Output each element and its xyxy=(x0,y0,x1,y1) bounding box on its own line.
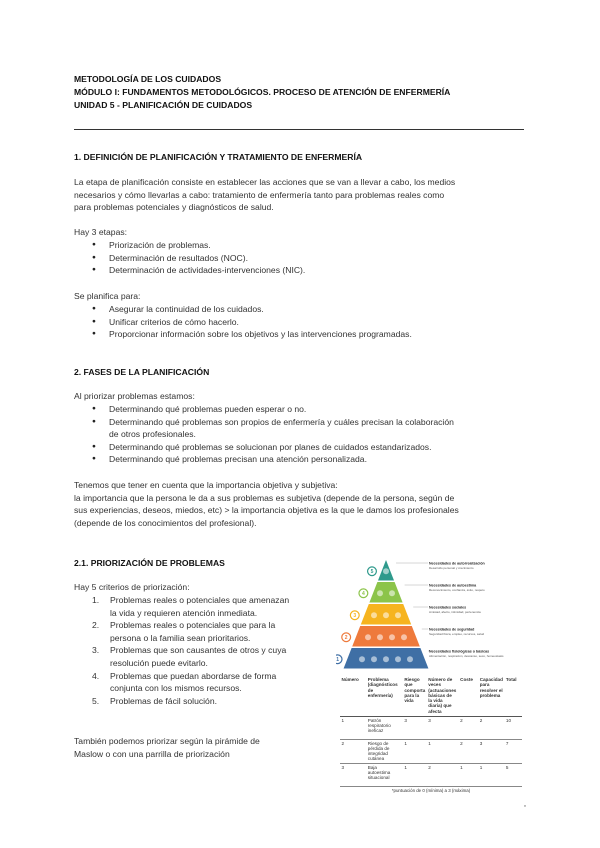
section-1-heading: 1. DEFINICIÓN DE PLANIFICACIÓN Y TRATAMIENTO DE ENFERMERÍA xyxy=(74,152,363,162)
list-item: ● Unificar criterios de cómo hacerlo. xyxy=(92,316,412,329)
level-title: Necesidades de seguridad xyxy=(429,627,475,632)
list-item xyxy=(92,670,328,695)
list-item xyxy=(92,453,454,466)
table-cell: Baja autoestima situacional xyxy=(366,763,403,786)
level-tag-number: 4 xyxy=(361,591,365,598)
level-icon xyxy=(365,634,371,640)
level-description: Amistad, afecto, intimidad, pertenencia xyxy=(429,610,481,614)
list-item-text: Problemas reales o potenciales que para la xyxy=(110,620,276,631)
level-description: Desarrollo personal y crecimiento xyxy=(429,566,474,570)
table-cell: Riesgo de pérdida de integridad cutánea xyxy=(366,739,403,763)
level-icon xyxy=(383,656,389,662)
list-number: 4. xyxy=(92,670,100,681)
level-title: Necesidades de autorrealización xyxy=(429,561,485,566)
list-item: ● Asegurar la continuidad de los cuidados. xyxy=(92,303,412,316)
table-cell: 7 xyxy=(504,739,522,763)
table-header-row xyxy=(340,676,522,716)
table-footnote-row xyxy=(340,786,522,794)
table-cell: 3 xyxy=(427,716,459,739)
table-row xyxy=(340,763,522,786)
list-item xyxy=(92,695,328,708)
header-cell: Coste xyxy=(459,676,479,716)
table-footnote: *puntuación de 0 (mínima) a 3 (máxima) xyxy=(391,787,471,793)
header-cell: Total xyxy=(504,676,522,716)
table-cell: 1 xyxy=(459,763,479,786)
list-number: 5. xyxy=(92,695,100,706)
section-2-1-heading: 2.1. PRIORIZACIÓN DE PROBLEMAS xyxy=(74,558,225,568)
list-item-text: conjunta con los mismos recursos. xyxy=(110,683,242,694)
table-cell: 1 xyxy=(403,739,427,763)
table-cell: 1 xyxy=(478,763,504,786)
list-item xyxy=(92,594,328,619)
section-2-heading: 2. FASES DE LA PLANIFICACIÓN xyxy=(74,367,210,377)
section-2-paragraph xyxy=(74,479,459,529)
pyramid-level xyxy=(369,582,402,603)
table-cell: 2 xyxy=(459,739,479,763)
table-cell: 1 xyxy=(340,716,366,739)
priority-grid-table xyxy=(340,676,522,794)
level-icon xyxy=(377,590,383,596)
header-cell: Capacidad para resolver el problema xyxy=(478,676,504,716)
list-item-text: la vida y requieren atención inmediata. xyxy=(110,607,258,618)
level-tag-number: 3 xyxy=(353,613,357,620)
level-icon xyxy=(359,656,365,662)
section-2-intro: Al priorizar problemas estamos: xyxy=(74,391,195,401)
table-cell: 1 xyxy=(403,763,427,786)
level-title: Necesidades de autoestima xyxy=(429,583,477,588)
paragraph-line: También podemos priorizar según la pirámide de xyxy=(74,736,260,746)
list-item-text: Determinando qué problemas son propios de enfermería y cuáles precisan la colaboración xyxy=(109,416,454,427)
list-item: ● Determinación de actividades-intervenciones (NIC). xyxy=(92,264,305,277)
list-number: 2. xyxy=(92,620,100,631)
list-item-text: Determinando qué problemas pueden esperar o no. xyxy=(109,404,307,414)
list-item-text: persona o la familia sean prioritarios. xyxy=(110,632,251,643)
criteria-list xyxy=(92,594,328,707)
table-row xyxy=(340,716,522,739)
level-icon xyxy=(389,634,395,640)
list-item xyxy=(92,441,454,454)
level-icon xyxy=(401,634,407,640)
list-item-text: Determinando qué problemas se solucionan por planes de cuidados estandarizados. xyxy=(109,441,432,452)
pyramid-level xyxy=(352,626,420,647)
table-cell: 2 xyxy=(340,739,366,763)
list-item xyxy=(92,416,454,441)
level-description: Seguridad física, empleo, recursos, salud xyxy=(429,632,485,636)
header-cell: Problema (diagnósticos de enfermería) xyxy=(366,676,403,716)
stages-list xyxy=(92,239,305,277)
section-1-paragraph xyxy=(74,176,455,214)
plan-intro: Se planifica para: xyxy=(74,291,141,301)
paragraph-line: para problemas potenciales y diagnósticos de salud. xyxy=(74,202,274,213)
table-cell: 1 xyxy=(427,739,459,763)
paragraph-line: sus experiencias, deseos, miedos, etc) > la importancia objetiva es la que le damos los profesionales xyxy=(74,505,459,516)
level-icon xyxy=(383,612,389,618)
paragraph-line: la importancia que la persona le da a sus problemas es subjetiva (depende de la persona, según de xyxy=(74,492,455,503)
list-item xyxy=(92,619,328,644)
maslow-pyramid-figure xyxy=(336,556,528,672)
level-title: Necesidades fisiológicas o básicas xyxy=(429,649,490,654)
level-icon xyxy=(395,656,401,662)
table-cell: Patrón respiratorio ineficaz xyxy=(366,716,403,739)
paragraph-line: Maslow o con una parrilla de priorización xyxy=(74,748,230,759)
header-divider xyxy=(74,129,524,130)
paragraph-line: La etapa de planificación consiste en establecer las acciones que se van a llevar a cabo, los medios xyxy=(74,177,456,187)
module-title: MÓDULO I: FUNDAMENTOS METODOLÓGICOS. PROCESO DE ATENCIÓN DE ENFERMERÍA xyxy=(74,87,451,97)
list-item-text: Problemas que son causantes de otros y cuya xyxy=(110,645,287,656)
header-cell: Número de veces (actuaciones básicas de la vida diaria) que afecta xyxy=(427,676,459,716)
list-item xyxy=(92,644,328,669)
list-item: ● Proporcionar información sobre los objetivos y las intervenciones programadas. xyxy=(92,328,412,341)
list-item xyxy=(92,403,454,416)
table-cell: 2 xyxy=(427,763,459,786)
level-icon xyxy=(383,568,389,574)
list-number: 3. xyxy=(92,645,100,656)
level-icon xyxy=(407,656,413,662)
list-item: ● Determinación de resultados (NOC). xyxy=(92,252,305,265)
header-cell: Riesgo que comporta para la vida xyxy=(403,676,427,716)
paragraph-line: Tenemos que tener en cuenta que la importancia objetiva y subjetiva: xyxy=(74,480,338,490)
list-item-text: Problemas que puedan abordarse de forma xyxy=(110,670,277,681)
table-cell: 10 xyxy=(504,716,522,739)
list-item-text: resolución puede evitarlo. xyxy=(110,657,208,668)
list-item: ● Priorización de problemas. xyxy=(92,239,305,252)
level-tag-number: 1 xyxy=(336,657,339,664)
closing-paragraph xyxy=(74,735,260,760)
level-icon xyxy=(395,612,401,618)
page-mark: * xyxy=(524,805,526,811)
paragraph-line: necesarios y cómo llevarlas a cabo: tratamiento de enfermería tanto para problemas reales como xyxy=(74,189,445,200)
list-item-text: Problemas de fácil solución. xyxy=(110,695,217,706)
phases-list xyxy=(92,403,454,466)
plan-list xyxy=(92,303,412,341)
document-header xyxy=(74,73,450,112)
stages-intro: Hay 3 etapas: xyxy=(74,227,128,237)
table-cell: 2 xyxy=(459,716,479,739)
list-item-text: Determinando qué problemas precisan una atención personalizada. xyxy=(109,454,367,465)
table-row xyxy=(340,739,522,763)
list-item-text: de otros profesionales. xyxy=(109,429,196,440)
level-tag-number: 2 xyxy=(344,635,348,642)
level-icon xyxy=(377,634,383,640)
list-number: 1. xyxy=(92,595,100,605)
table-cell: 3 xyxy=(478,739,504,763)
level-description: Alimentación, respiración, descanso, sexo, homeostasis xyxy=(429,654,504,658)
level-title: Necesidades sociales xyxy=(429,605,467,610)
unit-title: UNIDAD 5 - PLANIFICACIÓN DE CUIDADOS xyxy=(74,100,253,110)
list-item-text: Problemas reales o potenciales que amenazan xyxy=(110,595,290,605)
table-cell: 2 xyxy=(478,716,504,739)
table-cell: 5 xyxy=(504,763,522,786)
table-cell: 3 xyxy=(403,716,427,739)
header-cell: Número xyxy=(340,676,366,716)
paragraph-line: (depende de los conocimientos del profesional). xyxy=(74,517,257,528)
level-icon xyxy=(371,656,377,662)
level-description: Reconocimiento, confianza, éxito, respeto xyxy=(429,588,485,592)
course-title: METODOLOGÍA DE LOS CUIDADOS xyxy=(74,74,222,84)
level-icon xyxy=(389,590,395,596)
table-cell: 3 xyxy=(340,763,366,786)
level-tag-number: 5 xyxy=(370,569,374,576)
criteria-intro: Hay 5 criterios de priorización: xyxy=(74,582,190,592)
level-icon xyxy=(371,612,377,618)
